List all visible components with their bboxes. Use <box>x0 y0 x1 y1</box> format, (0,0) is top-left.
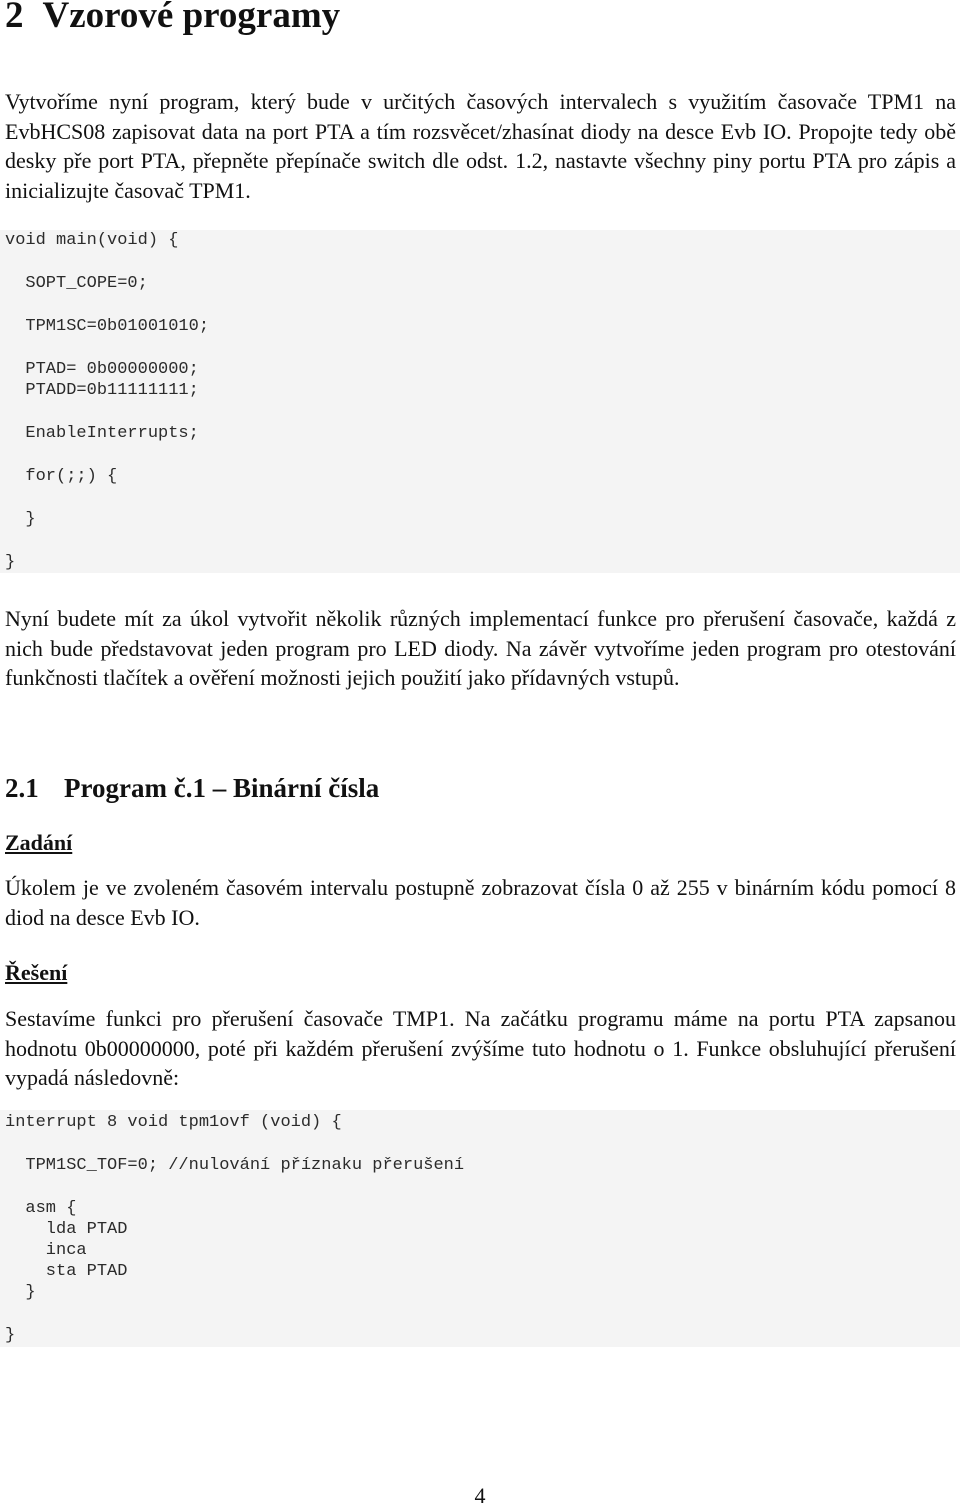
code-line: asm { <box>5 1199 77 1218</box>
code-line: inca <box>5 1241 87 1260</box>
solution-text: Sestavíme funkci pro přerušení časovače TMP1. Na začátku programu máme na portu PTA zapsanou hodnotu 0b00000000, poté při každém přerušení zvýšíme tuto hodnotu o 1. Funkce obsluhující přerušení vypadá následovně: <box>5 1006 956 1090</box>
paragraph-implementations: Nyní budete mít za úkol vytvořit několik různých implementací funkce pro přerušení časovače, každá z nich bude představovat jeden program pro LED diody. Na závěr vytvoříme jeden program pro otestování funkčnosti tlačítek a ověření možnosti jejich použití jako přídavných vstupů. <box>5 606 956 690</box>
code-line: } <box>5 510 36 529</box>
code-line: PTADD=0b11111111; <box>5 381 199 400</box>
section-title: Program č.1 – Binární čísla <box>64 773 380 803</box>
code-block-interrupt <box>0 1110 960 1347</box>
intro-paragraph: Vytvoříme nyní program, který bude v určitých časových intervalech s využitím časovače TPM1 na EvbHCS08 zapisovat data na port PTA a tím rozsvěcet/zhasínat diody na desce Evb IO. Propojte tedy obě desky pře port PTA, přepněte přepínače switch dle odst. 1.2, nastavte všechny piny portu PTA pro zápis a inicializujte časovač TPM1. <box>5 89 956 203</box>
section-heading <box>5 773 379 804</box>
code-line: void main(void) { <box>5 231 179 250</box>
code-line: TPM1SC=0b01001010; <box>5 317 210 336</box>
code-line: } <box>5 553 16 572</box>
code-line: lda PTAD <box>5 1220 128 1239</box>
code-line: } <box>5 1326 16 1345</box>
code-line: TPM1SC_TOF=0; //nulování příznaku přerušení <box>5 1156 465 1175</box>
code-block-main <box>0 230 960 573</box>
task-text: Úkolem je ve zvoleném časovém intervalu postupně zobrazovat čísla 0 až 255 v binárním kódu pomocí 8 diod na desce Evb IO. <box>5 875 956 930</box>
code-line: PTAD= 0b00000000; <box>5 360 199 379</box>
section-number: 2.1 <box>5 773 39 803</box>
subheading-task: Zadání <box>5 830 73 855</box>
code-line: } <box>5 1283 36 1302</box>
code-line: SOPT_COPE=0; <box>5 274 148 293</box>
code-line: interrupt 8 void tpm1ovf (void) { <box>5 1113 342 1132</box>
code-line: for(;;) { <box>5 467 118 486</box>
chapter-number: 2 <box>5 0 24 36</box>
subheading-solution: Řešení <box>5 960 68 985</box>
code-line: EnableInterrupts; <box>5 424 199 443</box>
page-number: 4 <box>474 1483 486 1508</box>
code-line: sta PTAD <box>5 1262 128 1281</box>
chapter-heading <box>5 0 340 37</box>
chapter-title: Vzorové programy <box>42 0 341 36</box>
